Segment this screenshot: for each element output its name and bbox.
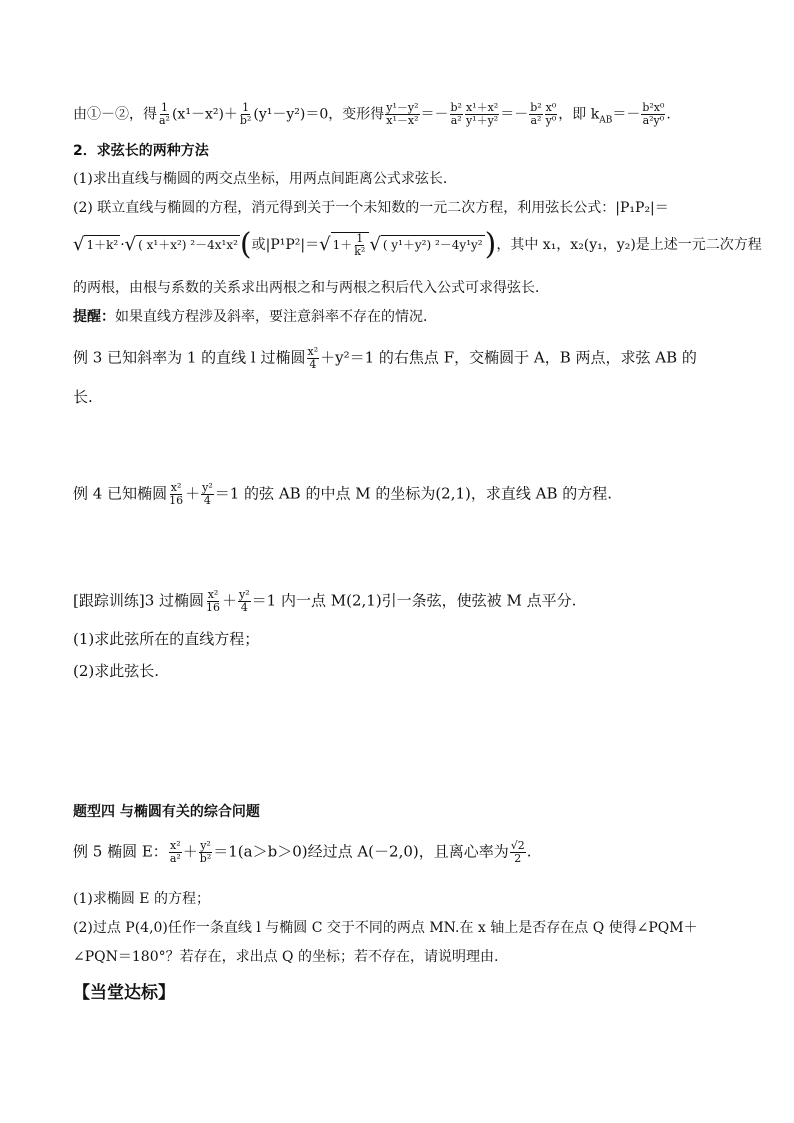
section-heading: 【当堂达标】	[73, 983, 175, 1003]
radicand	[331, 232, 370, 258]
text: .	[666, 106, 671, 123]
denominator: k²	[354, 245, 366, 258]
numerator: x⁰	[545, 101, 557, 114]
paren-open: (	[239, 227, 252, 262]
denominator: a²	[450, 114, 462, 127]
numerator: x²	[169, 839, 181, 852]
fraction	[239, 102, 252, 127]
denominator: 4	[309, 358, 317, 371]
radical-sign: √	[73, 234, 85, 255]
radicand: 1＋k²	[84, 235, 120, 254]
denominator: b²	[239, 114, 252, 127]
example-3	[73, 346, 697, 371]
text: (x¹－x²)＋	[171, 106, 238, 123]
tracking-q1: (1)求此弦所在的直线方程；	[73, 630, 260, 648]
tracking-q2: (2)求此弦长.	[73, 662, 160, 680]
fraction	[201, 482, 214, 507]
text: ＋	[182, 842, 198, 861]
text: ＋	[222, 591, 238, 610]
fraction	[385, 102, 419, 127]
example-5	[73, 840, 532, 865]
numerator: 1	[242, 101, 250, 114]
radicand: ( y¹＋y²) ²－4y¹y²	[381, 235, 485, 254]
text: ＝－	[612, 106, 641, 123]
chord-formula-line	[73, 227, 762, 262]
topic-4-heading: 题型四 与椭圆有关的综合问题	[73, 804, 260, 820]
fraction	[199, 840, 212, 865]
denominator: b²	[199, 852, 212, 865]
text: 由①－②，得	[73, 106, 157, 123]
subscript: AB	[599, 115, 613, 126]
text: 或|P¹P²|＝	[251, 237, 320, 253]
text: ＝1 内一点 M(2,1)引一条弦，使弦被 M 点平分.	[251, 591, 577, 610]
numerator: x²	[170, 481, 182, 494]
text: 例 4 已知椭圆	[73, 484, 168, 503]
text: ＋	[185, 484, 201, 503]
numerator: b²	[450, 101, 462, 114]
fraction	[529, 102, 542, 127]
text: ＋y²＝1 的右焦点 F，交椭圆于 A，B 两点，求弦 AB 的	[320, 348, 697, 367]
fraction	[465, 102, 499, 127]
method-2: (2) 联立直线与椭圆的方程，消元得到关于一个未知数的一元二次方程，利用弦长公式：|P₁P₂|＝	[73, 200, 669, 216]
tip-text: 如果直线方程涉及斜率，要注意斜率不存在的情况．	[115, 309, 437, 325]
denominator: a²	[159, 114, 170, 127]
example-5-q1: (1)求椭圆 E 的方程；	[73, 891, 210, 907]
text: ＝－	[500, 106, 529, 123]
fraction	[158, 102, 171, 127]
text: 例 3 已知斜率为 1 的直线 l 过椭圆	[73, 348, 306, 367]
tip	[73, 308, 437, 326]
radical-sign: √	[319, 234, 331, 255]
radical-sign: √	[124, 234, 137, 255]
text: 1＋	[332, 238, 353, 252]
numerator: x¹＋x²	[465, 101, 499, 114]
fraction	[307, 346, 320, 371]
fraction	[238, 589, 251, 614]
method-1: (1)求出直线与椭圆的两交点坐标，用两点间距离公式求弦长．	[73, 171, 457, 187]
denominator: a²	[530, 114, 542, 127]
denominator: 4	[203, 494, 211, 507]
fraction	[545, 102, 558, 127]
numerator: √2	[510, 839, 525, 852]
numerator: 1	[160, 101, 168, 114]
numerator: y¹－y²	[386, 101, 419, 114]
example-5-q2b: ∠PQN＝180°？若存在，求出点 Q 的坐标；若不存在，请说明理由.	[73, 949, 499, 965]
radical-sign: √	[369, 234, 381, 255]
numerator: y²	[239, 588, 250, 601]
denominator: a²y⁰	[642, 114, 665, 127]
tip-label: 提醒：	[73, 309, 115, 325]
radicand: ( x¹＋x²) ²－4x¹x²	[136, 235, 240, 254]
text: ＝1(a＞b＞0)经过点 A(－2,0)，且离心率为	[213, 842, 509, 861]
denominator: 16	[206, 601, 221, 614]
numerator: x²	[207, 588, 219, 601]
denominator: a²	[169, 852, 181, 865]
text: .	[526, 842, 532, 861]
fraction	[205, 589, 221, 614]
example-4	[73, 482, 612, 507]
denominator: x¹－x²	[386, 114, 419, 127]
text: ·	[120, 237, 125, 253]
example-5-q2a: (2)过点 P(4,0)任作一条直线 l 与椭圆 C 交于不同的两点 MN.在 x 轴上是否存在点 Q 使得∠PQM＋	[73, 920, 698, 936]
numerator: y²	[200, 839, 211, 852]
text: (y¹－y²)＝0，变形得	[253, 106, 385, 123]
numerator: 1	[356, 232, 364, 245]
text: [跟踪训练]3 过椭圆	[73, 591, 205, 610]
denominator: 16	[169, 494, 184, 507]
numerator: y²	[202, 481, 213, 494]
fraction	[450, 102, 463, 127]
derivation-line	[73, 102, 671, 129]
text: ，其中 x₁，x₂(y₁，y₂)是上述一元二次方程	[496, 237, 762, 253]
numerator: b²	[530, 101, 542, 114]
denominator: y¹＋y²	[465, 114, 499, 127]
text: ＝－	[420, 106, 449, 123]
text: 例 5 椭圆 E：	[73, 842, 168, 861]
denominator: y⁰	[545, 114, 557, 127]
text: ＝1 的弦 AB 的中点 M 的坐标为(2,1)，求直线 AB 的方程.	[214, 484, 613, 503]
tracking-training	[73, 589, 576, 614]
fraction	[353, 233, 366, 258]
denominator: 2	[514, 852, 522, 865]
method-heading: 2．求弦长的两种方法	[73, 143, 209, 159]
fraction	[168, 482, 184, 507]
method-2-cont: 的两根，由根与系数的关系求出两根之和与两根之积后代入公式可求得弦长．	[73, 280, 549, 296]
numerator: x²	[307, 345, 319, 358]
text: ，即 k	[558, 106, 600, 123]
fraction	[169, 840, 182, 865]
numerator: b²x⁰	[642, 101, 665, 114]
fraction	[641, 102, 665, 127]
example-3-cont: 长.	[73, 388, 93, 406]
denominator: 4	[240, 601, 248, 614]
fraction	[510, 840, 526, 865]
paren-close: )	[484, 227, 497, 262]
